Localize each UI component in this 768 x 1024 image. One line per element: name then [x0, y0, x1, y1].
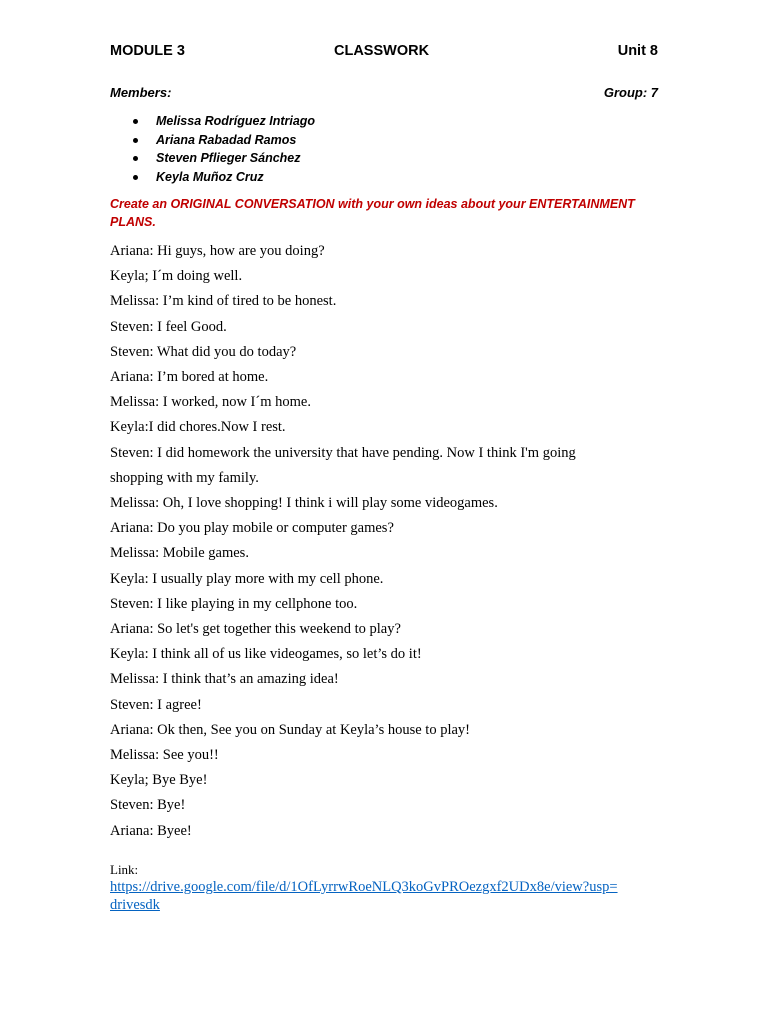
conversation-line: Steven: I feel Good.: [110, 318, 227, 335]
document-header: [110, 43, 658, 63]
conversation-line: shopping with my family.: [110, 469, 259, 486]
member-list: [110, 112, 315, 186]
conversation-line: Ariana: Hi guys, how are you doing?: [110, 243, 325, 259]
drive-link-line-1: https://drive.google.com/file/d/1OfLyrrwRoeNLQ3koGvPROezgxf2UDx8e/view?usp=: [110, 879, 618, 895]
member-item: Keyla Muñoz Cruz: [110, 168, 315, 187]
conversation-line: Steven: Bye!: [110, 797, 186, 814]
conversation-line: Ariana: Byee!: [110, 822, 192, 839]
module-title: MODULE 3: [110, 43, 185, 59]
conversation-line: Melissa: I worked, now I´m home.: [110, 394, 311, 411]
members-row: [110, 85, 658, 103]
conversation-line: Steven: What did you do today?: [110, 343, 297, 360]
conversation-line: Melissa: Oh, I love shopping! I think i will play some videogames.: [110, 495, 498, 512]
conversation-line: Melissa: I’m kind of tired to be honest.: [110, 293, 337, 310]
member-item: Melissa Rodríguez Intriago: [110, 112, 315, 131]
conversation-line: Ariana: Ok then, See you on Sunday at Keyla’s house to play!: [110, 721, 471, 738]
conversation-line: Ariana: I’m bored at home.: [110, 369, 269, 386]
member-item: Ariana Rabadad Ramos: [110, 131, 315, 150]
member-item: Steven Pflieger Sánchez: [110, 149, 315, 168]
conversation-line: Keyla:I did chores.Now I rest.: [110, 419, 286, 436]
conversation-line: Ariana: Do you play mobile or computer games?: [110, 520, 394, 537]
conversation-line: Keyla: I think all of us like videogames, so let’s do it!: [110, 646, 422, 663]
conversation-line: Keyla; Bye Bye!: [110, 772, 208, 789]
conversation-line: Steven: I like playing in my cellphone too.: [110, 595, 358, 612]
conversation-line: Ariana: So let's get together this weekend to play?: [110, 621, 401, 638]
unit-title: Unit 8: [617, 43, 658, 59]
conversation-line: Melissa: Mobile games.: [110, 545, 249, 562]
classwork-title: CLASSWORK: [334, 43, 430, 59]
conversation-line: Keyla: I usually play more with my cell phone.: [110, 570, 384, 587]
conversation-line: Steven: I agree!: [110, 696, 202, 713]
group-label: Group: 7: [603, 85, 658, 100]
link-block: [110, 862, 670, 914]
drive-link-line-2: drivesdk: [110, 897, 160, 913]
assignment-instruction: Create an ORIGINAL CONVERSATION with your own ideas about your ENTERTAINMENT PLANS.: [110, 197, 635, 229]
link-label: Link:: [110, 862, 139, 877]
conversation-line: Melissa: See you!!: [110, 747, 219, 764]
conversation-line: Steven: I did homework the university that have pending. Now I think I'm going: [110, 444, 576, 461]
conversation: [110, 239, 658, 844]
conversation-line: Melissa: I think that’s an amazing idea!: [110, 671, 339, 688]
members-label: Members:: [110, 85, 172, 100]
drive-link[interactable]: [110, 878, 658, 914]
conversation-line: Keyla; I´m doing well.: [110, 268, 243, 285]
